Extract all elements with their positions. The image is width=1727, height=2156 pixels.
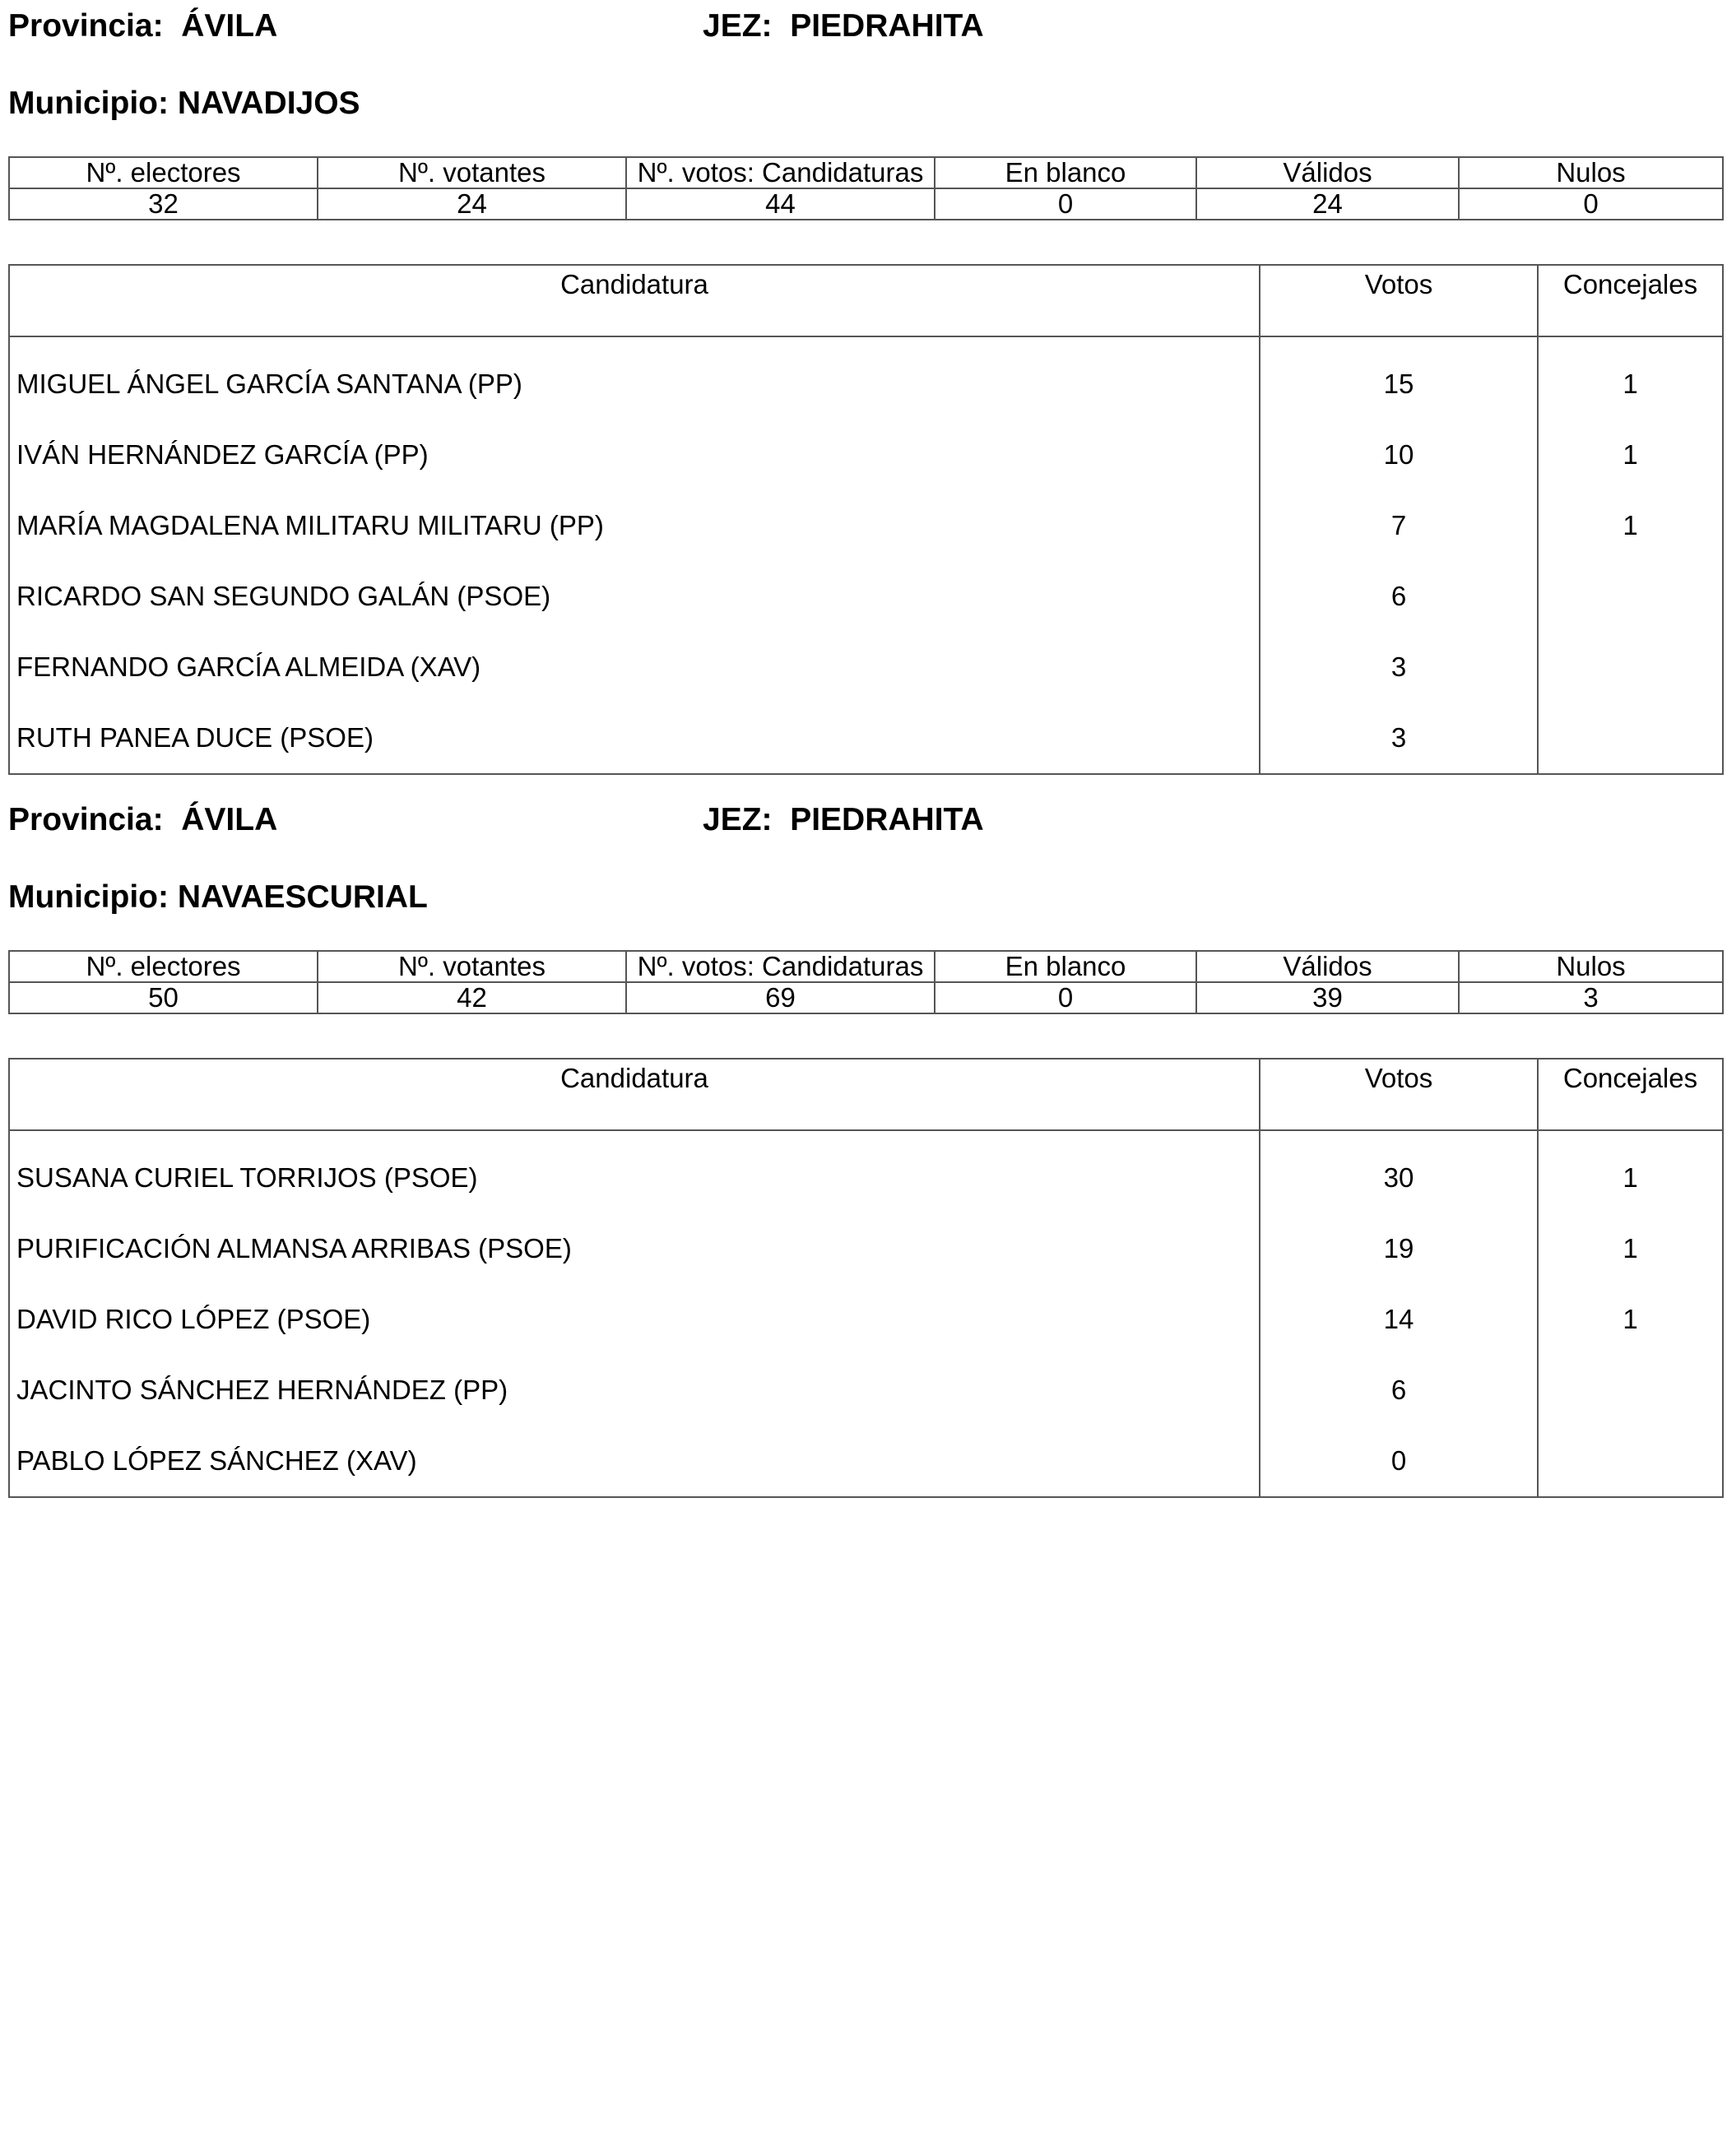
stats-header-cell: Nº. votos: Candidaturas [626, 157, 935, 188]
candidate-votos: 7 [1260, 490, 1538, 561]
municipio-label: Municipio: [8, 879, 169, 915]
municipio-value: NAVADIJOS [177, 86, 360, 121]
municipio-heading [8, 87, 360, 119]
stats-value-row [9, 188, 1723, 220]
provincia-heading [8, 10, 277, 42]
stats-header-cell: En blanco [935, 951, 1196, 982]
table-row [9, 702, 1723, 774]
table-row [9, 490, 1723, 561]
concejales-header: Concejales [1538, 265, 1723, 336]
candidate-name: PURIFICACIÓN ALMANSA ARRIBAS (PSOE) [9, 1213, 1260, 1284]
stats-header-cell: Nº. electores [9, 157, 318, 188]
candidate-name: IVÁN HERNÁNDEZ GARCÍA (PP) [9, 420, 1260, 490]
candidate-name: JACINTO SÁNCHEZ HERNÁNDEZ (PP) [9, 1355, 1260, 1426]
candidatura-header: Candidatura [9, 265, 1260, 336]
candidate-concejales: 1 [1538, 1213, 1723, 1284]
stats-table [8, 950, 1724, 1014]
table-row [9, 1130, 1723, 1213]
candidate-concejales [1538, 561, 1723, 632]
stats-header-cell: En blanco [935, 157, 1196, 188]
table-row [9, 420, 1723, 490]
stats-table [8, 156, 1724, 220]
candidate-name: RUTH PANEA DUCE (PSOE) [9, 702, 1260, 774]
table-row [9, 1284, 1723, 1355]
provincia-label: Provincia: [8, 8, 164, 44]
candidaturas-header-row [9, 1059, 1723, 1130]
provincia-heading [8, 804, 277, 836]
table-row [9, 1213, 1723, 1284]
stats-header-cell: Nº. votantes [318, 157, 626, 188]
candidate-name: MARÍA MAGDALENA MILITARU MILITARU (PP) [9, 490, 1260, 561]
candidate-concejales: 1 [1538, 490, 1723, 561]
stats-header-row [9, 951, 1723, 982]
provincia-value: ÁVILA [181, 802, 278, 837]
candidaturas-table [8, 264, 1724, 775]
stats-value-cell: 24 [1196, 188, 1459, 220]
candidate-concejales: 1 [1538, 1284, 1723, 1355]
stats-value-cell: 0 [935, 982, 1196, 1013]
candidate-votos: 0 [1260, 1426, 1538, 1497]
jez-label: JEZ: [703, 802, 773, 837]
stats-header-cell: Válidos [1196, 157, 1459, 188]
stats-value-cell: 3 [1459, 982, 1723, 1013]
candidate-votos: 10 [1260, 420, 1538, 490]
provincia-value: ÁVILA [181, 8, 278, 44]
provincia-label: Provincia: [8, 802, 164, 837]
candidate-concejales [1538, 632, 1723, 702]
candidate-concejales: 1 [1538, 1130, 1723, 1213]
candidate-votos: 6 [1260, 1355, 1538, 1426]
candidate-name: PABLO LÓPEZ SÁNCHEZ (XAV) [9, 1426, 1260, 1497]
stats-header-cell: Nº. votantes [318, 951, 626, 982]
jez-heading [703, 10, 984, 42]
stats-value-cell: 24 [318, 188, 626, 220]
municipio-value: NAVAESCURIAL [177, 879, 428, 915]
stats-value-cell: 0 [935, 188, 1196, 220]
stats-header-row [9, 157, 1723, 188]
stats-value-cell: 44 [626, 188, 935, 220]
jez-value: PIEDRAHITA [790, 8, 984, 44]
candidatura-header: Candidatura [9, 1059, 1260, 1130]
stats-header-cell: Nulos [1459, 157, 1723, 188]
candidate-votos: 3 [1260, 632, 1538, 702]
votos-header: Votos [1260, 265, 1538, 336]
candidate-name: MIGUEL ÁNGEL GARCÍA SANTANA (PP) [9, 336, 1260, 420]
candidaturas-table [8, 1058, 1724, 1498]
candidate-votos: 14 [1260, 1284, 1538, 1355]
table-row [9, 632, 1723, 702]
candidate-concejales [1538, 702, 1723, 774]
candidate-concejales: 1 [1538, 336, 1723, 420]
stats-value-cell: 39 [1196, 982, 1459, 1013]
candidate-name: FERNANDO GARCÍA ALMEIDA (XAV) [9, 632, 1260, 702]
stats-value-row [9, 982, 1723, 1013]
stats-header-cell: Nº. votos: Candidaturas [626, 951, 935, 982]
candidate-name: RICARDO SAN SEGUNDO GALÁN (PSOE) [9, 561, 1260, 632]
stats-value-cell: 32 [9, 188, 318, 220]
candidate-votos: 15 [1260, 336, 1538, 420]
candidaturas-header-row [9, 265, 1723, 336]
candidate-concejales: 1 [1538, 420, 1723, 490]
table-row [9, 1426, 1723, 1497]
municipio-label: Municipio: [8, 86, 169, 121]
candidate-votos: 3 [1260, 702, 1538, 774]
table-row [9, 336, 1723, 420]
concejales-header: Concejales [1538, 1059, 1723, 1130]
jez-heading [703, 804, 984, 836]
votos-header: Votos [1260, 1059, 1538, 1130]
stats-header-cell: Nº. electores [9, 951, 318, 982]
stats-value-cell: 42 [318, 982, 626, 1013]
candidate-votos: 19 [1260, 1213, 1538, 1284]
jez-label: JEZ: [703, 8, 773, 44]
table-row [9, 561, 1723, 632]
stats-value-cell: 69 [626, 982, 935, 1013]
stats-header-cell: Válidos [1196, 951, 1459, 982]
candidate-name: SUSANA CURIEL TORRIJOS (PSOE) [9, 1130, 1260, 1213]
candidate-votos: 30 [1260, 1130, 1538, 1213]
stats-value-cell: 50 [9, 982, 318, 1013]
candidate-concejales [1538, 1426, 1723, 1497]
candidate-name: DAVID RICO LÓPEZ (PSOE) [9, 1284, 1260, 1355]
stats-value-cell: 0 [1459, 188, 1723, 220]
jez-value: PIEDRAHITA [790, 802, 984, 837]
stats-header-cell: Nulos [1459, 951, 1723, 982]
candidate-votos: 6 [1260, 561, 1538, 632]
table-row [9, 1355, 1723, 1426]
municipio-heading [8, 881, 428, 913]
candidate-concejales [1538, 1355, 1723, 1426]
